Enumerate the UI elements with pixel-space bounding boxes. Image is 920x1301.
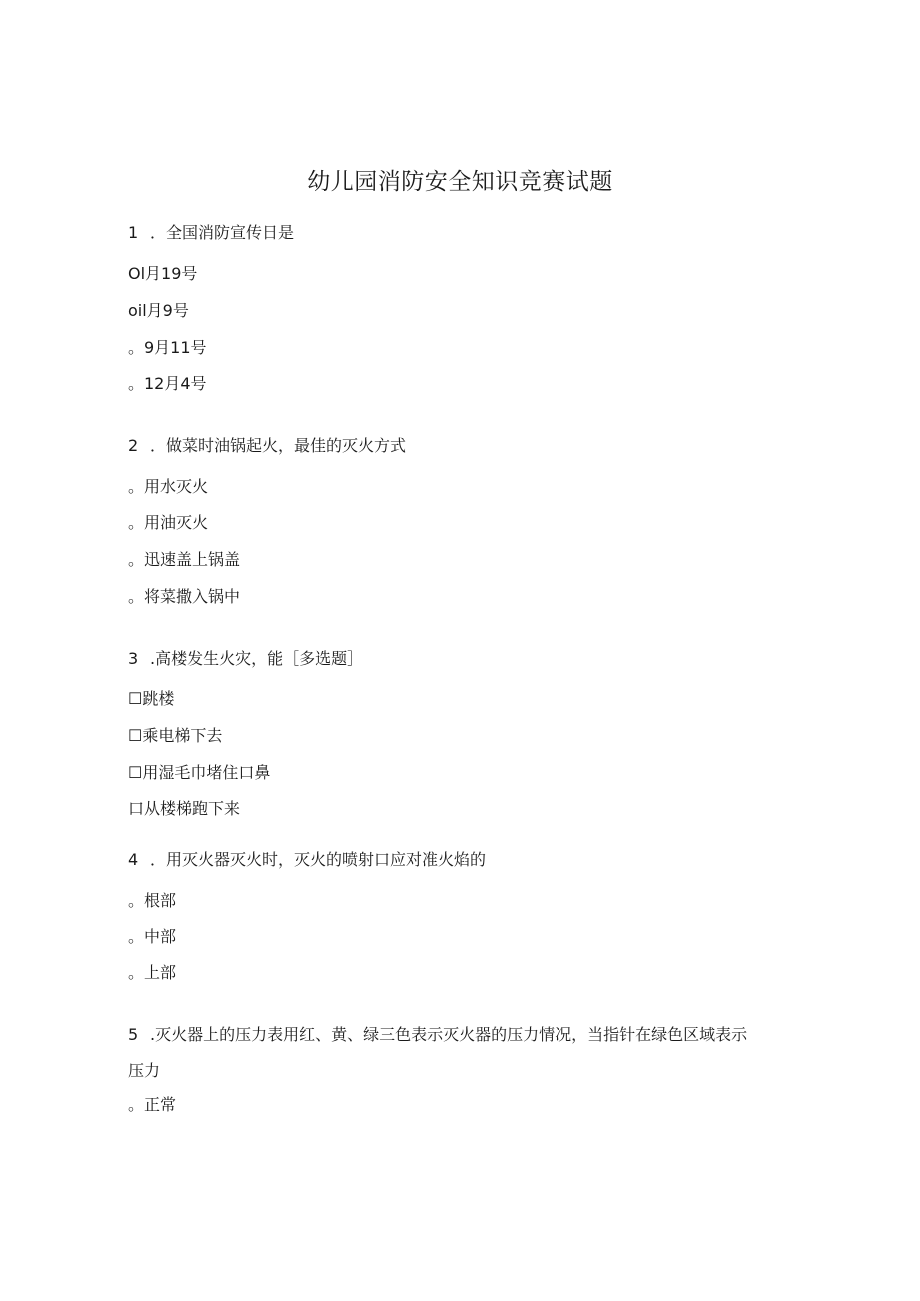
question-text: .高楼发生火灾，能［多选题］ [150,649,364,668]
question-number: 2 [128,436,139,455]
question-1-option-1: Ol月19号 [128,264,198,283]
document-title: 幼儿园消防安全知识竞赛试题 [307,169,613,195]
question-3-option-2: ☐乘电梯下去 [128,726,223,745]
question-4-option-1: 。根部 [128,891,177,910]
question-2-option-1: 。用水灭火 [128,477,209,496]
question-4 [128,849,486,871]
question-1-option-2: oil月9号 [128,301,189,320]
question-3 [128,648,363,670]
question-2-option-3: 。迅速盖上锅盖 [128,550,241,569]
question-1-option-4: 。12月4号 [128,374,207,393]
question-4-option-3: 。上部 [128,963,177,982]
question-text: ．全国消防宣传日是 [150,223,295,242]
question-5-option-1: 。正常 [128,1095,177,1114]
question-3-option-1: ☐跳楼 [128,689,175,708]
question-2 [128,435,406,457]
question-5 [128,1024,747,1046]
question-2-option-4: 。将菜撒入锅中 [128,587,241,606]
question-5-text-continued: 压力 [128,1061,161,1080]
question-3-option-3: ☐用湿毛巾堵住口鼻 [128,763,271,782]
question-number: 3 [128,649,139,668]
question-1 [128,222,294,244]
question-text: ．做菜时油锅起火，最佳的灭火方式 [150,436,407,455]
question-text: ．用灭火器灭火时，灭火的喷射口应对准火焰的 [150,850,487,869]
question-1-option-3: 。9月11号 [128,338,207,357]
question-number: 1 [128,223,139,242]
question-4-option-2: 。中部 [128,927,177,946]
question-number: 5 [128,1025,139,1044]
question-number: 4 [128,850,139,869]
question-2-option-2: 。用油灭火 [128,513,209,532]
question-text: .灭火器上的压力表用红、黄、绿三色表示灭火器的压力情况，当指针在绿色区域表示 [150,1025,748,1044]
question-3-option-4: 口从楼梯跑下来 [128,799,241,818]
